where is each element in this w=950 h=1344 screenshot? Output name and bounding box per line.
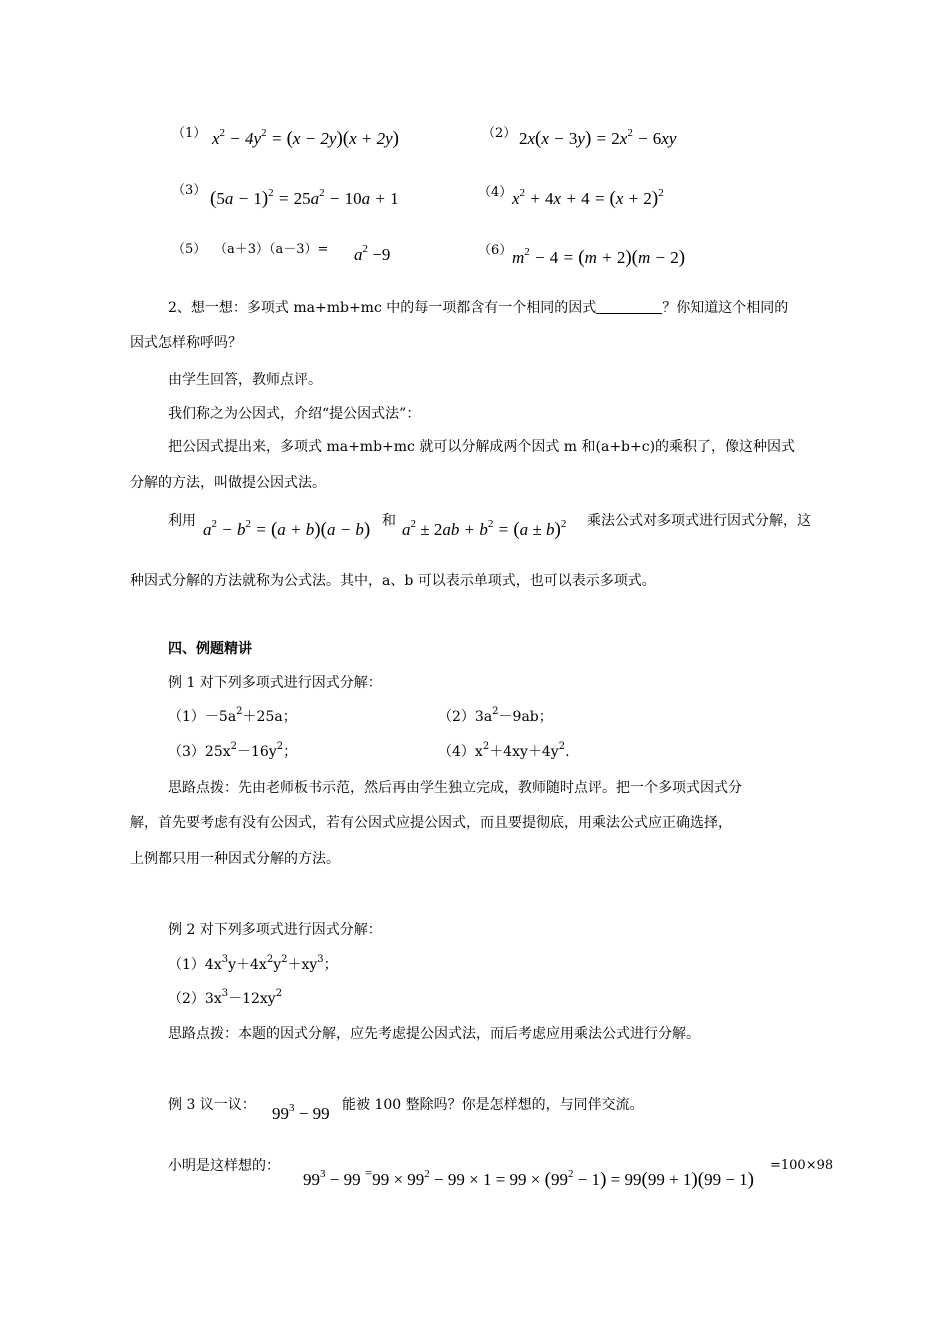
extract-text-2: 分解的方法，叫做提公因式法。 — [130, 475, 326, 491]
item-label-6: （6） — [478, 243, 513, 258]
think-paragraph-cont: 因式怎样称呼吗？ — [130, 335, 242, 351]
formula-item-5: $a^2 -9$ — [354, 243, 391, 264]
intro-text: 我们称之为公因式，介绍“提公因式法”： — [168, 406, 421, 422]
use-text-and: 和 — [382, 513, 396, 529]
formula-item-4: $x^2 + 4x + 4 = (x + 2)^2$ — [512, 187, 664, 209]
xiaoming-result: =100×98 — [770, 1158, 834, 1173]
use-text-3: 种因式分解的方法就称为公式法。其中，a、b 可以表示单项式，也可以表示多项式。 — [130, 573, 656, 589]
example-1-item-1: $(1)-5a^2+25a$； — [168, 706, 297, 725]
item-label-3: （3） — [172, 183, 207, 198]
example-1-hint-1: 思路点拨：先由老师板书示范，然后再由学生独立完成，教师随时点评。把一个多项式因式分 — [168, 780, 742, 796]
example-3-formula: $99^3 - 99$ — [272, 1102, 330, 1123]
formula-item-1: $x^2 - 4y^2 = (x - 2y)(x + 2y)$ — [212, 127, 399, 149]
extract-text-1: 把公因式提出来，多项式 ma+mb+mc 就可以分解成两个因式 m 和(a+b+c)的乘积了，像这种因式 — [168, 439, 796, 455]
item-label-4: （4） — [478, 185, 513, 200]
formula-perfect-square: $a^2 \pm 2ab + b^2 = (a \pm b)^2$ — [402, 518, 567, 540]
example-1-item-3: $(3)25x^2-16y^2$； — [168, 741, 298, 760]
item-label-5: （5） — [172, 242, 207, 257]
example-2-item-2: $(2)3x^3-12xy^2$ — [168, 988, 283, 1007]
answer-blank — [596, 299, 662, 314]
formula-diff-squares: $a^2 - b^2 = (a + b)(a - b)$ — [203, 518, 371, 540]
example-1-item-2: $(2)3a^2-9ab$； — [438, 706, 553, 725]
example-2-hint: 思路点拨：本题的因式分解，应先考虑提公因式法，而后考虑应用乘法公式进行分解。 — [168, 1026, 700, 1042]
section-title: 四、例题精讲 — [168, 641, 252, 657]
use-text-1: 利用 — [168, 513, 196, 529]
example-3-prefix: 例 3 议一议： — [168, 1097, 256, 1113]
example-1-title: 例 1 对下列多项式进行因式分解： — [168, 675, 382, 691]
formula-item-6: $m^2 - 4 = (m + 2)(m - 2)$ — [512, 246, 686, 268]
xiaoming-formula: $99^3 - 99$ $^=99 \times 99^2 - 99 \times 1 = 99 \times (99^2 - 1) = 99(99 + 1)(99 - 1)$ — [303, 1165, 754, 1190]
item-text-5: （a＋3）（a－3）= — [214, 242, 329, 257]
student-answer-text: 由学生回答，教师点评。 — [168, 372, 322, 388]
example-1-hint-2: 解，首先要考虑有没有公因式，若有公因式应提公因式，而且要提彻底，用乘法公式应正确选择， — [130, 815, 732, 831]
use-text-2: 乘法公式对多项式进行因式分解，这 — [587, 513, 811, 529]
example-3-suffix: 能被 100 整除吗？你是怎样想的，与同伴交流。 — [342, 1097, 644, 1113]
example-1-item-4: $(4)x^2+4xy+4y^2$. — [438, 741, 570, 760]
example-1-hint-3: 上例都只用一种因式分解的方法。 — [130, 851, 340, 867]
item-label-2: （2） — [482, 126, 517, 141]
think-paragraph: 2、想一想：多项式 ma+mb+mc 中的每一项都含有一个相同的因式 ？你知道这个相同的 — [168, 300, 789, 316]
formula-item-2: $2x(x - 3y) = 2x^2 - 6xy$ — [519, 127, 677, 149]
example-2-item-1: $(1)4x^3y+4x^2y^2+xy^3$； — [168, 954, 338, 973]
item-label-1: （1） — [172, 126, 207, 141]
xiaoming-prefix: 小明是这样想的： — [168, 1158, 280, 1174]
example-2-title: 例 2 对下列多项式进行因式分解： — [168, 922, 382, 938]
formula-item-3: $(5a - 1)^2 = 25a^2 - 10a + 1$ — [210, 187, 399, 209]
